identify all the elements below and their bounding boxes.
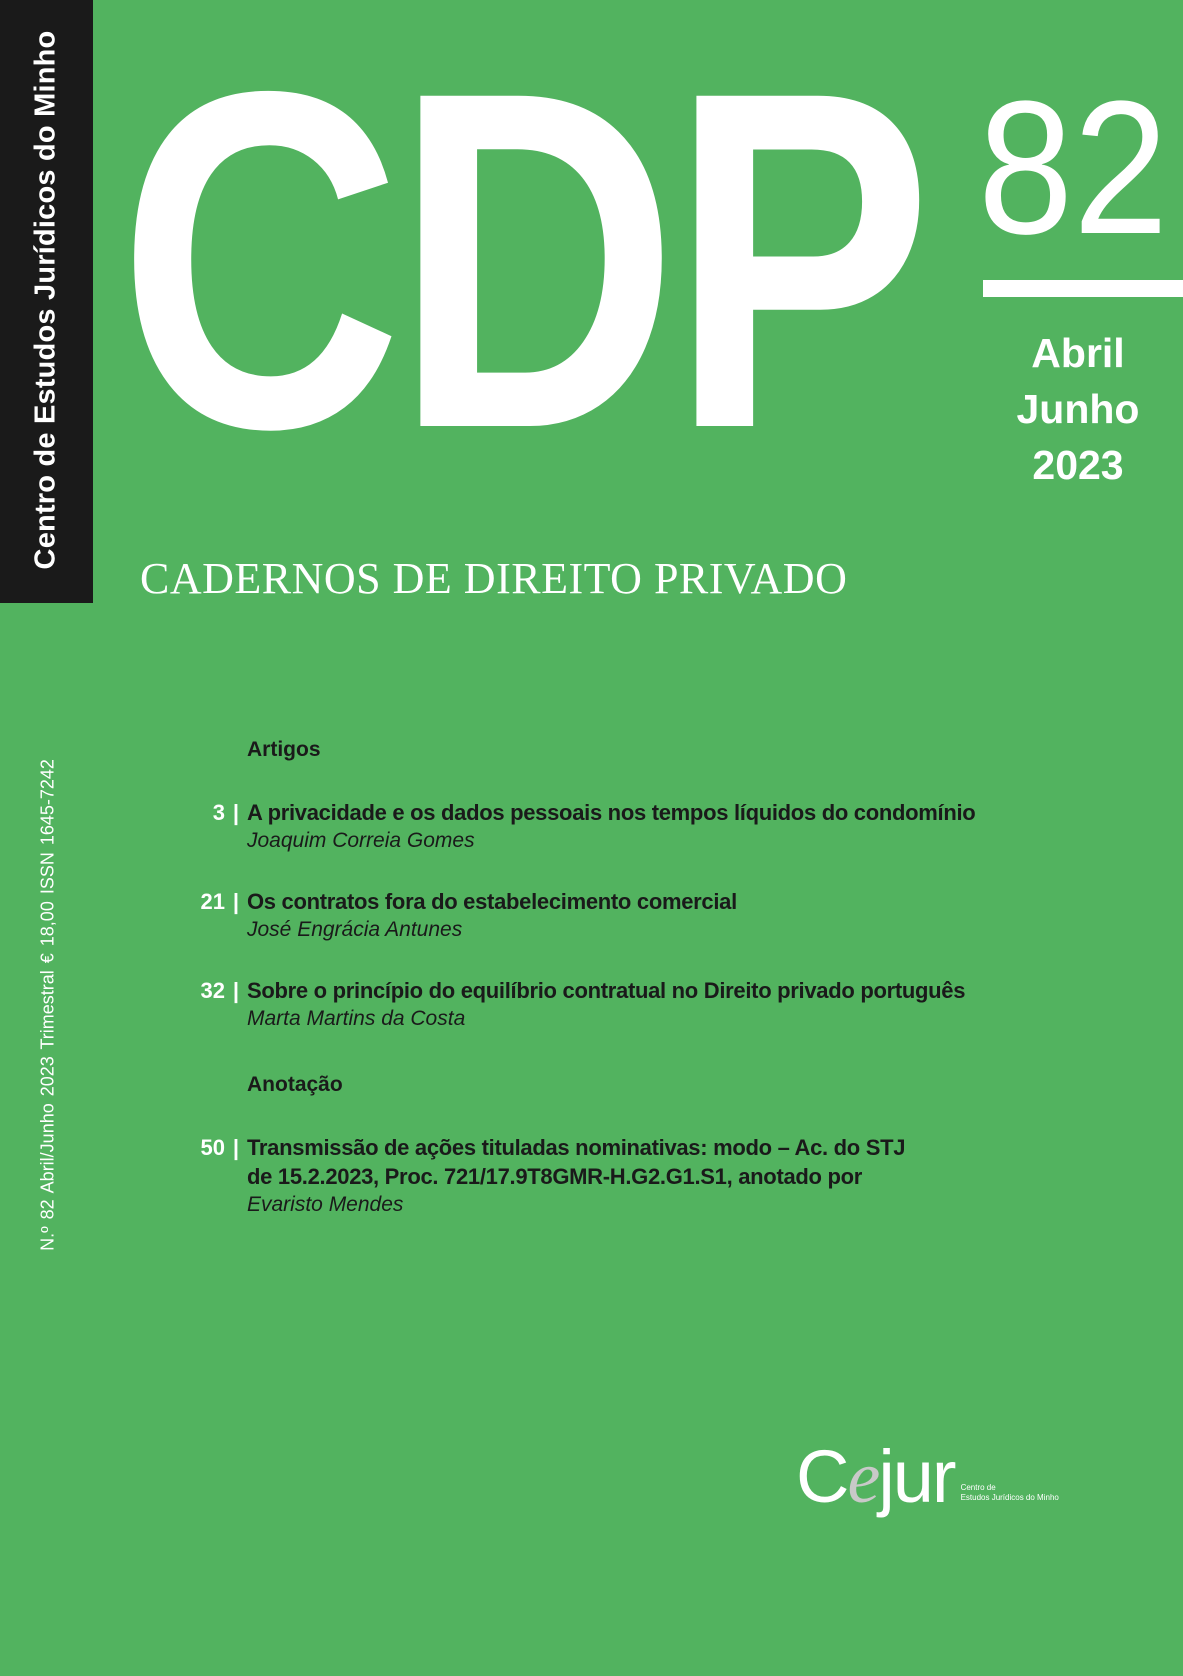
- cejur-wordmark: [796, 1435, 955, 1519]
- toc-separator: |: [232, 889, 240, 914]
- cejur-letter-e: e: [847, 1437, 879, 1519]
- issue-divider: [983, 280, 1183, 297]
- toc-entry-author: Evaristo Mendes: [247, 1193, 404, 1216]
- cejur-logo: [796, 1435, 1059, 1519]
- toc-page-number: 50: [200, 1135, 225, 1160]
- toc-entry: [180, 1133, 1080, 1219]
- toc-entry-title: A privacidade e os dados pessoais nos tempos líquidos do condomínio: [247, 800, 976, 825]
- toc-page-number: 21: [200, 889, 225, 914]
- cejur-letters-jur: jur: [878, 1435, 955, 1518]
- toc-entry-body: [247, 798, 1080, 855]
- cejur-letter-c: C: [796, 1435, 848, 1518]
- toc-entry-body: [247, 887, 1080, 944]
- issue-number: 82: [978, 62, 1169, 274]
- toc-page-number: 32: [200, 978, 225, 1003]
- toc-entry: [180, 798, 1080, 855]
- toc-entry-author: Joaquim Correia Gomes: [247, 829, 475, 852]
- issue-date-month-1: Abril: [1031, 330, 1125, 376]
- table-of-contents: [180, 738, 1080, 1219]
- toc-entry: [180, 976, 1080, 1033]
- journal-title: CADERNOS DE DIREITO PRIVADO: [140, 554, 848, 603]
- side-band: [0, 0, 93, 603]
- section-heading-artigos: Artigos: [247, 738, 321, 761]
- toc-entry-title-line-1: Transmissão de ações tituladas nominativas: modo – Ac. do STJ: [247, 1135, 906, 1160]
- toc-entry-title-line-2: de 15.2.2023, Proc. 721/17.9T8GMR-H.G2.G1.S1, anotado por: [247, 1164, 863, 1189]
- toc-entry-title: Os contratos fora do estabelecimento comercial: [247, 889, 737, 914]
- issue-date-year: 2023: [1032, 442, 1124, 488]
- toc-entry-author: Marta Martins da Costa: [247, 1007, 466, 1030]
- side-band-text: Centro de Estudos Jurídicos do Minho: [29, 30, 62, 570]
- toc-entry-title: Sobre o princípio do equilíbrio contratual no Direito privado português: [247, 978, 966, 1003]
- cejur-subtitle: [961, 1483, 1059, 1503]
- issue-date: [983, 325, 1173, 493]
- toc-separator: |: [232, 1135, 240, 1160]
- cejur-subtitle-line-2: Estudos Jurídicos do Minho: [960, 1493, 1059, 1502]
- toc-separator: |: [232, 978, 240, 1003]
- cejur-subtitle-line-1: Centro de: [960, 1483, 996, 1492]
- toc-page-number: 3: [212, 800, 225, 825]
- side-publication-info: N.º 82 Abril/Junho 2023 Trimestral € 18,00 ISSN 1645-7242: [37, 759, 58, 1251]
- toc-entry: [180, 887, 1080, 944]
- toc-entry-author: José Engrácia Antunes: [247, 918, 463, 941]
- toc-entry-body: [247, 976, 1080, 1033]
- section-heading-anotacao: Anotação: [247, 1073, 343, 1096]
- issue-date-month-2: Junho: [1016, 386, 1140, 432]
- toc-entry-body: [247, 1133, 1080, 1219]
- cdp-logo: CDP: [118, 0, 925, 528]
- toc-separator: |: [232, 800, 240, 825]
